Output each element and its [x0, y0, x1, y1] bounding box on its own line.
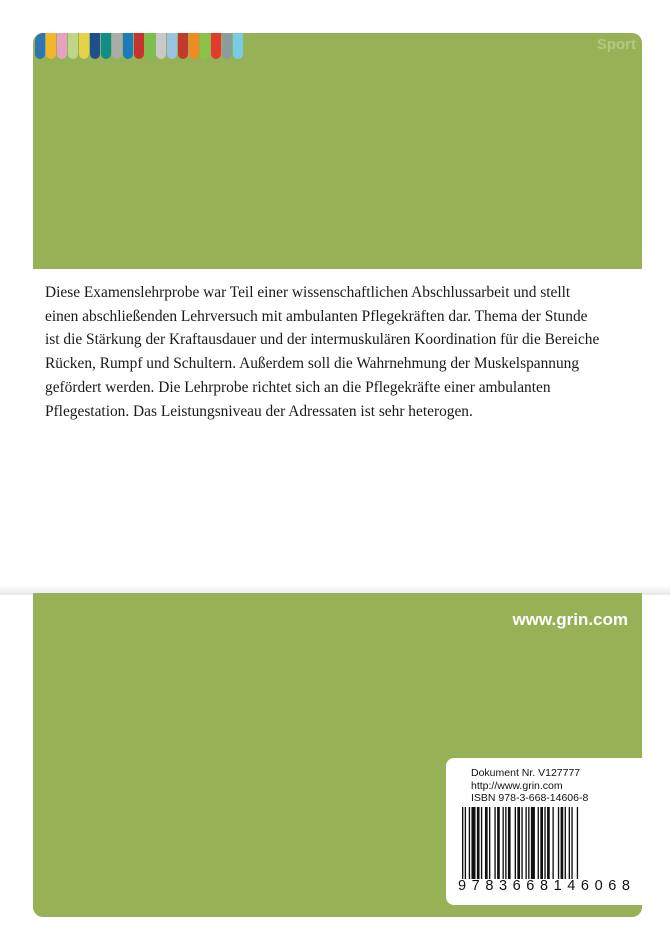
- blurb-line: Pflegestation. Das Leistungsniveau der Adressaten ist sehr heterogen.: [45, 402, 473, 420]
- color-stripe: [46, 33, 56, 59]
- blurb-line: gefördert werden. Die Lehrprobe richtet sich an die Pflegekräfte einer ambulanten: [45, 378, 551, 396]
- color-stripe: [35, 33, 45, 59]
- color-stripe: [101, 33, 111, 59]
- barcode-digit: 8: [485, 878, 494, 894]
- bottom-green-panel: [33, 593, 642, 917]
- color-stripe: [167, 33, 177, 59]
- color-stripe: [178, 33, 188, 59]
- color-stripe: [233, 33, 243, 59]
- color-stripe: [134, 33, 144, 59]
- barcode-icon: [458, 807, 630, 879]
- top-green-panel: [33, 33, 642, 269]
- barcode-digits: [458, 878, 630, 894]
- barcode-digit: 8: [621, 878, 630, 894]
- isbn-box: [446, 758, 642, 905]
- color-stripe: [145, 33, 155, 59]
- barcode-digit: 6: [512, 878, 521, 894]
- blurb-text: [45, 281, 635, 423]
- blurb-line: Diese Examenslehrprobe war Teil einer wissenschaftlichen Abschlussarbeit und stellt: [45, 284, 571, 301]
- barcode-digit: 6: [580, 878, 589, 894]
- color-stripe: [189, 33, 199, 59]
- category-label: Sport: [596, 36, 636, 53]
- color-stripe: [68, 33, 78, 59]
- barcode-digit: 1: [553, 878, 562, 894]
- color-stripe: [79, 33, 89, 59]
- publisher-url: www.grin.com: [512, 610, 628, 629]
- barcode-digit: 0: [594, 878, 603, 894]
- publisher-web: http://www.grin.com: [471, 779, 563, 792]
- color-stripe: [222, 33, 232, 59]
- color-stripe: [112, 33, 122, 59]
- blurb-line: Rücken, Rumpf und Schultern. Außerdem soll die Wahrnehmung der Muskelspannung: [45, 355, 580, 373]
- barcode-digit: 3: [498, 878, 508, 894]
- document-number: Dokument Nr. V127777: [471, 767, 581, 779]
- color-stripe: [57, 33, 67, 59]
- color-stripe: [200, 33, 210, 59]
- barcode-digit: 9: [458, 878, 467, 894]
- color-stripes: [35, 33, 244, 59]
- barcode-digit: 6: [608, 878, 617, 894]
- blurb-line: einen abschließenden Lehrversuch mit ambulanten Pflegekräften dar. Thema der Stunde: [45, 307, 588, 325]
- barcode-digit: 4: [567, 878, 576, 894]
- isbn-number: ISBN 978-3-668-14606-8: [471, 792, 589, 804]
- isbn-info: [471, 767, 588, 805]
- color-stripe: [211, 33, 221, 59]
- barcode-digit: 6: [526, 878, 535, 894]
- color-stripe: [90, 33, 100, 59]
- color-stripe: [156, 33, 166, 59]
- barcode-digit: 7: [471, 878, 480, 894]
- color-stripe: [123, 33, 133, 59]
- blurb-line: ist die Stärkung der Kraftausdauer und der intermuskulären Koordination für die Bereiche: [45, 331, 600, 349]
- barcode-digit: 8: [539, 878, 549, 894]
- book-back-cover: [33, 33, 642, 917]
